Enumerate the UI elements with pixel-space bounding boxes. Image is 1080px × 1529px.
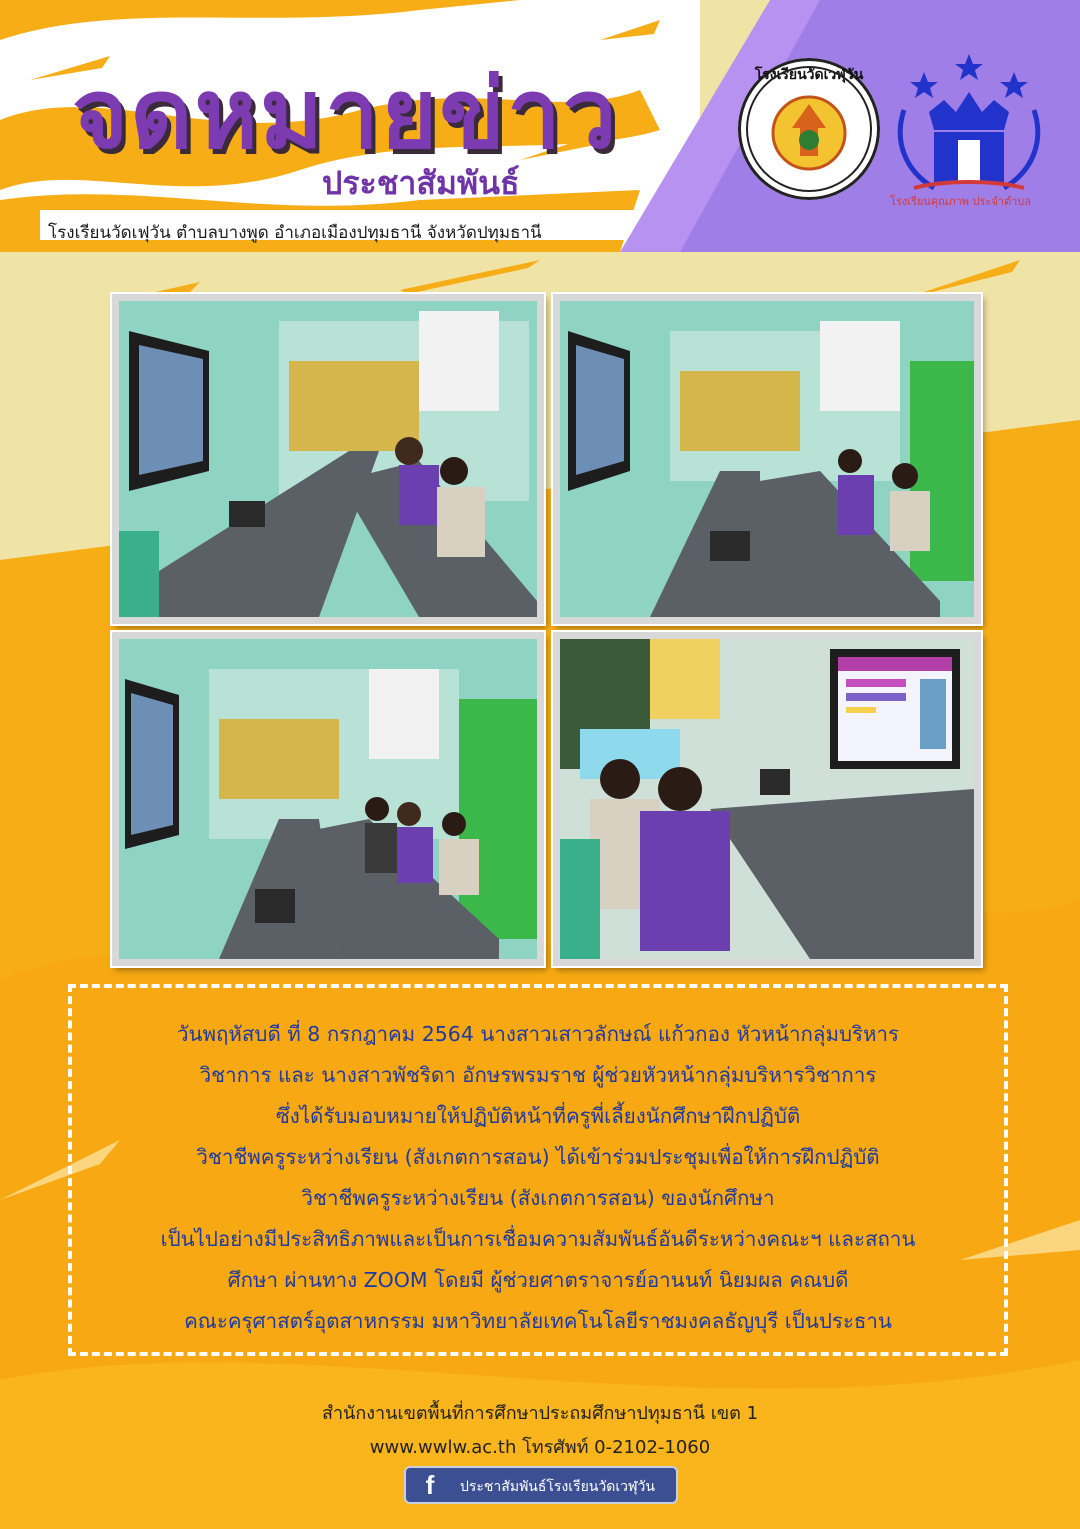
footer-office: สำนักงานเขตพื้นที่การศึกษาประถมศึกษาปทุมธานี เขต 1 [321, 1403, 759, 1424]
caption-line: เป็นไปอย่างมีประสิทธิภาพและเป็นการเชื่อมความสัมพันธ์อันดีระหว่างคณะฯ และสถาน [160, 1227, 916, 1251]
meeting-photo-1 [112, 294, 544, 624]
quality-school-caption: โรงเรียนคุณภาพ ประจำตำบล [890, 195, 1032, 208]
meeting-photo-4 [553, 632, 981, 966]
school-seal-icon [738, 58, 880, 200]
caption-line: คณะครุศาสตร์อุตสาหกรรม มหาวิทยาลัยเทคโนโลยีราชมงคลธัญบุรี เป็นประธาน [184, 1309, 892, 1333]
news-caption-box [68, 984, 1008, 1356]
school-address: โรงเรียนวัดเฟุวัน ตำบลบางพูด อำเภอเมืองปทุมธานี จังหวัดปทุมธานี [48, 223, 542, 243]
meeting-photo-3 [112, 632, 544, 966]
masthead-title: จดหมายข่าว [72, 58, 619, 170]
footer-contact: www.wwlw.ac.th โทรศัพท์ 0-2102-1060 [369, 1437, 711, 1458]
masthead-subtitle: ประชาสัมพันธ์ [322, 164, 520, 202]
caption-line: วิชาการ และ นางสาวพัชริดา อักษรพรมราช ผู้ช่วยหัวหน้ากลุ่มบริหารวิชาการ [199, 1063, 877, 1087]
caption-line: วันพฤหัสบดี ที่ 8 กรกฎาคม 2564 นางสาวเสาวลักษณ์ แก้วกอง หัวหน้ากลุ่มบริหาร [176, 1022, 900, 1046]
facebook-page-name: ประชาสัมพันธ์โรงเรียนวัดเวฬุวัน [460, 1479, 655, 1495]
caption-line: ซึ่งได้รับมอบหมายให้ปฏิบัติหน้าที่ครูพี่เลี้ยงนักศึกษาฝึกปฏิบัติ [275, 1104, 801, 1128]
facebook-icon: f [425, 1470, 435, 1500]
caption-line: วิชาชีพครูระหว่างเรียน (สังเกตการสอน) ได้เข้าร่วมประชุมเพื่อให้การฝึกปฏิบัติ [196, 1145, 880, 1169]
caption-line: วิชาชีพครูระหว่างเรียน (สังเกตการสอน) ของนักศึกษา [301, 1186, 775, 1210]
crown-book-icon [884, 50, 1054, 210]
facebook-page-link[interactable] [406, 1468, 676, 1502]
caption-line: ศึกษา ผ่านทาง ZOOM โดยมี ผู้ช่วยศาตราจารย์อานนท์ นิยมผล คณบดี [227, 1268, 849, 1292]
seal-text: โรงเรียนวัดเวฬุวัน [754, 67, 864, 83]
meeting-photo-2 [553, 294, 981, 624]
